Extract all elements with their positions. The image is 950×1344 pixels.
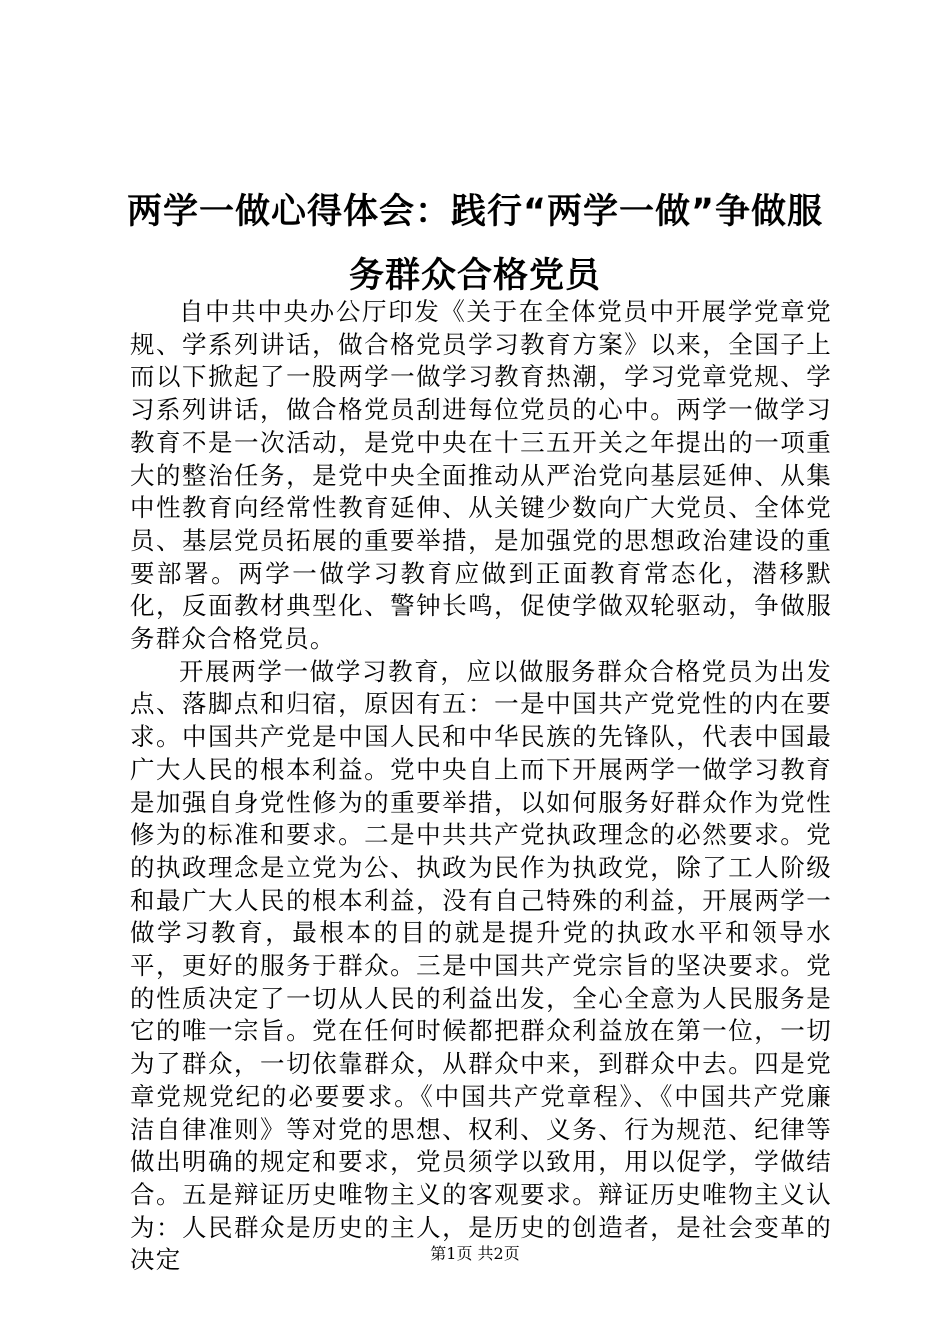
paragraph-2: 开展两学一做学习教育，应以做服务群众合格党员为出发点、落脚点和归宿，原因有五：一是中国共产党党性的内在要求。中国共产党是中国人民和中华民族的先锋队，代表中国最广大人民的根本利益。党中央自上而下开展两学一做学习教育是加强自身党性修为的重要举措，以如何服务好群众作为党性修为的标准和要求。二是中共共产党执政理念的必然要求。党的执政理念是立党为公、执政为民作为执政党，除了工人阶级和最广大人民的根本利益，没有自己特殊的利益，开展两学一做学习教育，最根本的目的就是提升党的执政水平和领导水平，更好的服务于群众。三是中国共产党宗旨的坚决要求。党的性质决定了一切从人民的利益出发，全心全意为人民服务是它的唯一宗旨。党在任何时候都把群众利益放在第一位，一切为了群众，一切依靠群众，从群众中来，到群众中去。四是党章党规党纪的必要要求。《中国共产党章程》、《中国共产党廉洁自律准则》等对党的思想、权利、义务、行为规范、纪律等做出明确的规定和要求，党员须学以致用，用以促学，学做结合。五是辩证历史唯物主义的客观要求。辩证历史唯物主义认为：人民群众是历史的主人，是历史的创造者，是社会变革的决定: [130, 656, 832, 1275]
document-title: 两学一做心得体会：践行“两学一做”争做服务群众合格党员: [126, 192, 823, 296]
paragraph-1: 自中共中央办公厅印发《关于在全体党员中开展学党章党规、学系列讲话，做合格党员学习教育方案》以来，全国子上而以下掀起了一股两学一做学习教育热潮，学习党章党规、学习系列讲话，做合格党员刮进每位党员的心中。两学一做学习教育不是一次活动，是党中央在十三五开关之年提出的一项重大的整治任务，是党中央全面推动从严治党向基层延伸、从集中性教育向经常性教育延伸、从关键少数向广大党员、全体党员、基层党员拓展的重要举措，是加强党的思想政治建设的重要部署。两学一做学习教育应做到正面教育常态化，潜移默化，反面教材典型化、警钟长鸣，促使学做双轮驱动，争做服务群众合格党员。: [130, 297, 832, 654]
page-number-footer: 第1页 共2页: [430, 1244, 520, 1263]
document-body: [130, 296, 832, 1277]
